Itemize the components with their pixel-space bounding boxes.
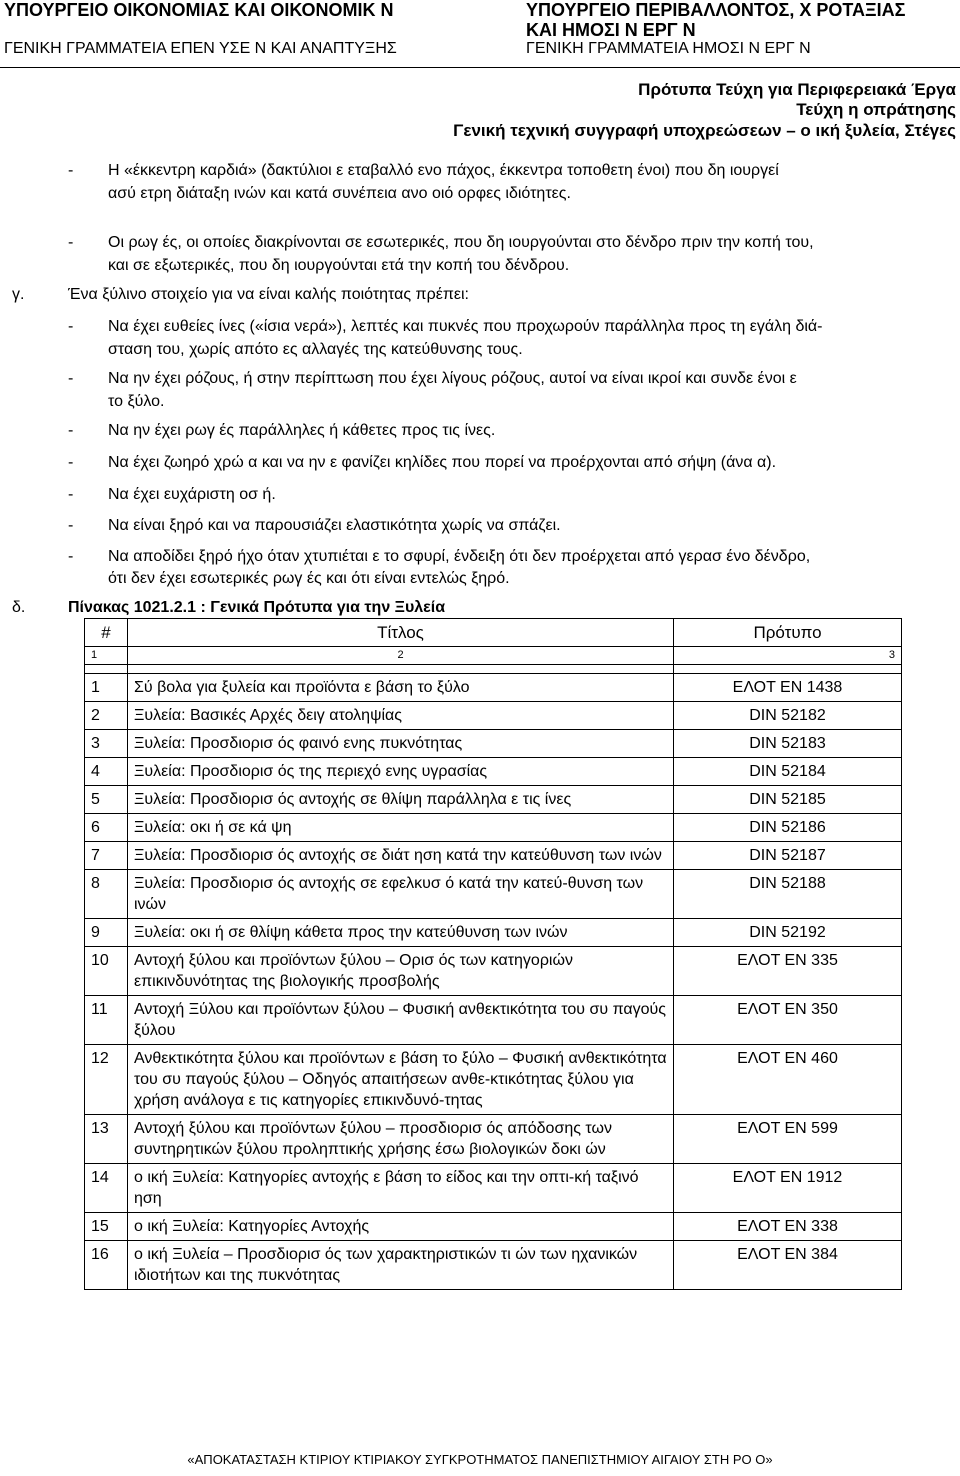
row-number: 4 <box>85 758 128 786</box>
bullet-dash: - <box>68 234 74 251</box>
row-number: 6 <box>85 814 128 842</box>
bullet-dash: - <box>68 162 74 179</box>
table-row <box>85 1213 902 1241</box>
bullet-text: Να αποδίδει ξηρό ήχο όταν χτυπιέται ε το σφυρί, ένδειξη ότι δεν προέρχεται από γερασ ένο δένδρο, <box>108 548 811 565</box>
row-standard: ΕΛΟΤ EN 350 <box>674 996 902 1045</box>
row-number: 15 <box>85 1213 128 1241</box>
bullet-dash: - <box>68 422 74 439</box>
header-secretariat-right: ΓΕΝΙΚΗ ΓΡΑΜΜΑΤΕΙΑ ΗΜΟΣΙ Ν ΕΡΓ Ν <box>526 40 811 57</box>
row-number: 2 <box>85 702 128 730</box>
bullet-dash: - <box>68 548 74 565</box>
row-standard: DIN 52182 <box>674 702 902 730</box>
header-ministry-right: ΥΠΟΥΡΓΕΙΟ ΠΕΡΙΒΑΛΛΟΝΤΟΣ, Χ ΡΟΤΑΞΙΑΣ <box>526 0 906 20</box>
bullet-text: Η «έκκεντρη καρδιά» (δακτύλιοι ε εταβαλλό ενο πάχος, έκκεντρα τοποθετη ένοι) που δη ιουργεί <box>108 162 779 179</box>
section-label: δ. <box>12 599 26 616</box>
row-standard: DIN 52186 <box>674 814 902 842</box>
index-cell: 2 <box>128 647 674 665</box>
row-title: Αντοχή ξύλου και προϊόντων ξύλου – Ορισ ός των κατηγοριών επικινδυνότητας της βιολογικής προσβολής <box>128 947 674 996</box>
row-number: 3 <box>85 730 128 758</box>
row-title: Ξυλεία: Προσδιορισ ός αντοχής σε διάτ ηση κατά την κατεύθυνση των ινών <box>128 842 674 870</box>
section-label: γ. <box>12 286 25 303</box>
row-number: 14 <box>85 1164 128 1213</box>
row-standard: DIN 52183 <box>674 730 902 758</box>
header-ministry-left: ΥΠΟΥΡΓΕΙΟ ΟΙΚΟΝΟΜΙΑΣ ΚΑΙ ΟΙΚΟΝΟΜΙΚ Ν <box>4 0 394 20</box>
row-title: ο ική Ξυλεία: Κατηγορίες Αντοχής <box>128 1213 674 1241</box>
row-title: Ξυλεία: Προσδιορισ ός αντοχής σε εφελκυσ ό κατά την κατεύ-θυνση των ινών <box>128 870 674 919</box>
row-title: ο ική Ξυλεία – Προσδιορισ ός των χαρακτηριστικών τι ών των ηχανικών ιδιοτήτων και της πυκνότητας <box>128 1241 674 1290</box>
row-title: Ξυλεία: Βασικές Αρχές δειγ ατοληψίας <box>128 702 674 730</box>
header-subtitle-2: Τεύχη η οπράτησης <box>796 100 956 119</box>
table-row <box>85 1241 902 1290</box>
bullet-text: Να έχει ευχάριστη οσ ή. <box>108 486 276 503</box>
row-standard: ΕΛΟΤ EN 335 <box>674 947 902 996</box>
bullet-text: ότι δεν έχει εσωτερικές ρωγ ές και ότι είναι εντελώς ξηρό. <box>108 570 510 587</box>
row-standard: ΕΛΟΤ EN 460 <box>674 1045 902 1115</box>
header-subtitle-3: Γενική τεχνική συγγραφή υποχρεώσεων – ο ική ξυλεία, Στέγες <box>453 121 956 140</box>
table-index-row <box>85 647 902 665</box>
row-number: 1 <box>85 674 128 702</box>
header-rule <box>0 67 960 68</box>
table-row <box>85 786 902 814</box>
row-standard: DIN 52192 <box>674 919 902 947</box>
row-number: 12 <box>85 1045 128 1115</box>
bullet-dash: - <box>68 517 74 534</box>
table-row <box>85 996 902 1045</box>
table-row <box>85 730 902 758</box>
header-title: Τίτλος <box>128 619 674 647</box>
row-standard: DIN 52185 <box>674 786 902 814</box>
table-header-row <box>85 619 902 647</box>
row-title: Ανθεκτικότητα ξύλου και προϊόντων ε βάση το ξύλο – Φυσική ανθεκτικότητα του συ παγούς ξύλου – Οδηγός απαιτήσεων ανθε-κτικότητας ξύλου για χρήση ανάλογα ε τις κατηγορίες επικινδυνό-τητας <box>128 1045 674 1115</box>
table-row <box>85 1045 902 1115</box>
row-title: Αντοχή ξύλου και προϊόντων ξύλου – προσδιορισ ός απόδοσης των συντηρητικών ξύλου προληπτικής χρήσης έσω βιολογικών δοκι ών <box>128 1115 674 1164</box>
bullet-dash: - <box>68 454 74 471</box>
row-title: ο ική Ξυλεία: Κατηγορίες αντοχής ε βάση το είδος και την οπτι-κή ταξινό ηση <box>128 1164 674 1213</box>
table-row <box>85 814 902 842</box>
bullet-text: Να έχει ζωηρό χρώ α και να ην ε φανίζει κηλίδες που πορεί να προέρχονται από σήψη (άνα α). <box>108 454 777 471</box>
bullet-text: Να είναι ξηρό και να παρουσιάζει ελαστικότητα χωρίς να σπάζει. <box>108 517 561 534</box>
row-title: Ξυλεία: οκι ή σε κά ψη <box>128 814 674 842</box>
index-cell: 3 <box>674 647 902 665</box>
table-body <box>85 674 902 1290</box>
header-secretariat-left: ΓΕΝΙΚΗ ΓΡΑΜΜΑΤΕΙΑ ΕΠΕΝ ΥΣΕ Ν ΚΑΙ ΑΝΑΠΤΥΞΗΣ <box>4 40 397 57</box>
bullet-text: Να ην έχει ρωγ ές παράλληλες ή κάθετες προς τις ίνες. <box>108 422 496 439</box>
row-standard: DIN 52187 <box>674 842 902 870</box>
bullet-text: Οι ρωγ ές, οι οποίες διακρίνονται σε εσωτερικές, που δη ιουργούνται στο δένδρο πριν την κοπή του, <box>108 234 814 251</box>
row-number: 10 <box>85 947 128 996</box>
row-standard: DIN 52184 <box>674 758 902 786</box>
header-number: # <box>85 619 128 647</box>
table-row <box>85 758 902 786</box>
row-standard: ΕΛΟΤ EN 1912 <box>674 1164 902 1213</box>
bullet-text: Να έχει ευθείες ίνες («ίσια νερά»), λεπτές και πυκνές που προχωρούν παράλληλα προς τη εγάλη διά- <box>108 318 823 335</box>
section-intro: Ένα ξύλινο στοιχείο για να είναι καλής ποιότητας πρέπει: <box>68 286 469 303</box>
row-standard: ΕΛΟΤ EN 384 <box>674 1241 902 1290</box>
row-standard: ΕΛΟΤ EN 599 <box>674 1115 902 1164</box>
row-number: 5 <box>85 786 128 814</box>
header-standard: Πρότυπο <box>674 619 902 647</box>
row-title: Ξυλεία: Προσδιορισ ός αντοχής σε θλίψη παράλληλα ε τις ίνες <box>128 786 674 814</box>
bullet-text: και σε εξωτερικές, που δη ιουργούνται ετά την κοπή του δένδρου. <box>108 257 570 274</box>
bullet-text: το ξύλο. <box>108 393 165 410</box>
row-number: 16 <box>85 1241 128 1290</box>
row-title: Σύ βολα για ξυλεία και προϊόντα ε βάση το ξύλο <box>128 674 674 702</box>
row-title: Ξυλεία: οκι ή σε θλίψη κάθετα προς την κατεύθυνση των ινών <box>128 919 674 947</box>
row-number: 7 <box>85 842 128 870</box>
bullet-dash: - <box>68 370 74 387</box>
bullet-dash: - <box>68 318 74 335</box>
row-number: 8 <box>85 870 128 919</box>
bullet-text: ασύ ετρη διάταξη ινών και κατά συνέπεια ανο οιό ορφες ιδιότητες. <box>108 185 571 202</box>
row-title: Ξυλεία: Προσδιορισ ός φαινό ενης πυκνότητας <box>128 730 674 758</box>
row-title: Αντοχή Ξύλου και προϊόντων ξύλου – Φυσική ανθεκτικότητα του συ παγούς ξύλου <box>128 996 674 1045</box>
row-number: 11 <box>85 996 128 1045</box>
row-title: Ξυλεία: Προσδιορισ ός της περιεχό ενης υγρασίας <box>128 758 674 786</box>
header-ministry-right-2: ΚΑΙ ΗΜΟΣΙ Ν ΕΡΓ Ν <box>526 20 696 40</box>
table-row <box>85 702 902 730</box>
table-row <box>85 1115 902 1164</box>
row-standard: DIN 52188 <box>674 870 902 919</box>
bullet-text: Να ην έχει ρόζους, ή στην περίπτωση που έχει λίγους ρόζους, αυτοί να είναι ικροί και συνδε ένοι ε <box>108 370 797 387</box>
row-standard: ΕΛΟΤ EN 1438 <box>674 674 902 702</box>
table-row <box>85 1164 902 1213</box>
row-number: 13 <box>85 1115 128 1164</box>
table-row <box>85 919 902 947</box>
table-spacer <box>85 665 902 674</box>
table-title: Πίνακας 1021.2.1 : Γενικά Πρότυπα για την Ξυλεία <box>68 599 446 616</box>
bullet-dash: - <box>68 486 74 503</box>
row-number: 9 <box>85 919 128 947</box>
table-row <box>85 842 902 870</box>
table-row <box>85 674 902 702</box>
index-cell: 1 <box>85 647 128 665</box>
standards-table <box>84 618 902 1290</box>
bullet-text: σταση του, χωρίς απότο ες αλλαγές της κατεύθυνσης τους. <box>108 341 523 358</box>
page-footer: «ΑΠΟΚΑΤΑΣΤΑΣΗ ΚΤΙΡΙΟΥ ΚΤΙΡΙΑΚΟΥ ΣΥΓΚΡΟΤΗΜΑΤΟΣ ΠΑΝΕΠΙΣΤΗΜΙΟΥ ΑΙΓΑΙΟΥ ΣΤΗ ΡΟ Ο» <box>187 1452 773 1467</box>
table-row <box>85 870 902 919</box>
row-standard: ΕΛΟΤ EN 338 <box>674 1213 902 1241</box>
table-row <box>85 947 902 996</box>
header-subtitle-1: Πρότυπα Τεύχη για Περιφερειακά Έργα <box>638 80 956 99</box>
